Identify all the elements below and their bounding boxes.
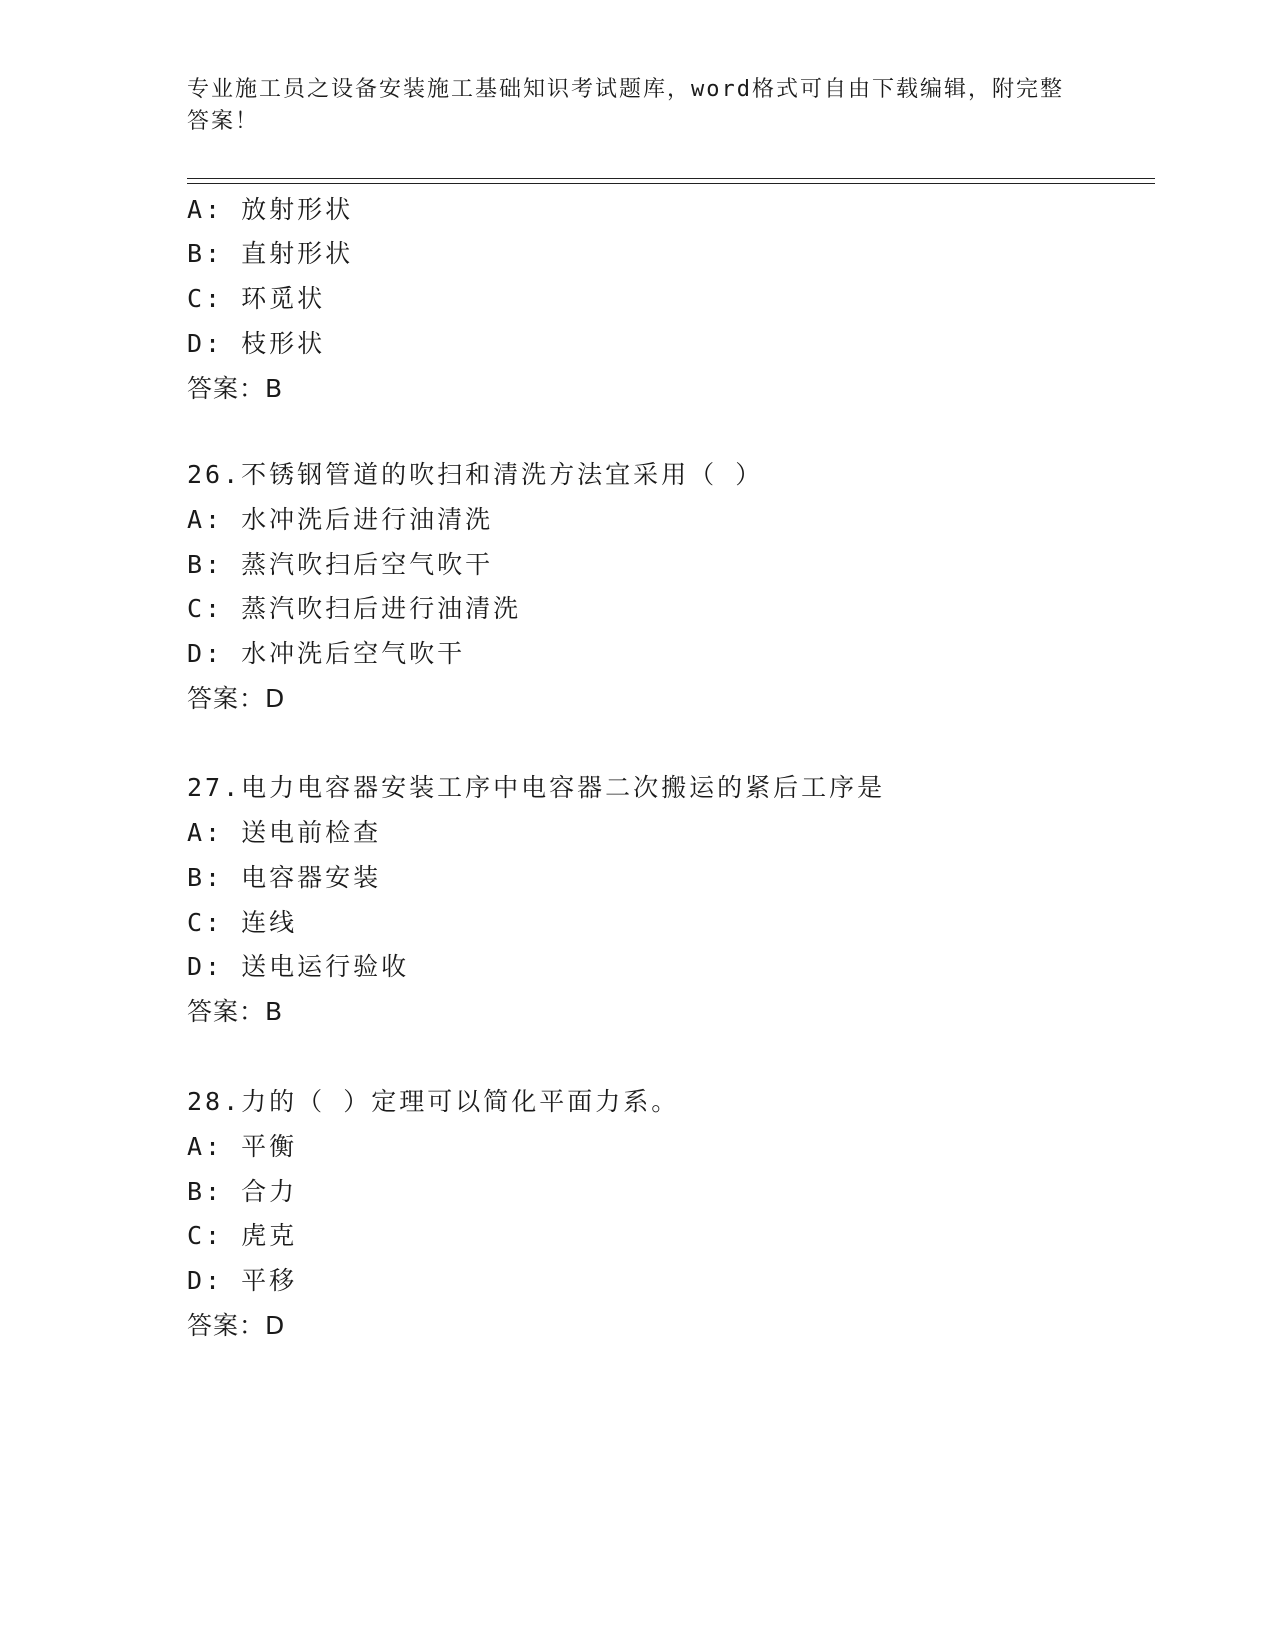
- document-header: 专业施工员之设备安装施工基础知识考试题库，word格式可自由下载编辑，附完整答案！: [187, 77, 1064, 134]
- question-26-stem: 26.不锈钢管道的吹扫和清洗方法宜采用（ ）: [187, 460, 764, 489]
- option-a: A: 放射形状: [187, 195, 354, 224]
- option-c: C: 虎克: [187, 1221, 298, 1250]
- header-divider-bottom: [187, 183, 1155, 184]
- option-b: B: 直射形状: [187, 239, 354, 268]
- option-c: C: 环觅状: [187, 284, 326, 313]
- question-28-stem: 28.力的（ ）定理可以简化平面力系。: [187, 1087, 680, 1116]
- option-b: B: 蒸汽吹扫后空气吹干: [187, 550, 494, 579]
- option-a: A: 水冲洗后进行油清洗: [187, 505, 494, 534]
- option-d: D: 送电运行验收: [187, 952, 410, 981]
- answer: 答案：B: [187, 997, 284, 1026]
- option-d: D: 枝形状: [187, 329, 326, 358]
- question-27-stem: 27.电力电容器安装工序中电容器二次搬运的紧后工序是: [187, 773, 886, 802]
- answer: 答案：B: [187, 374, 284, 403]
- option-b: B: 合力: [187, 1177, 298, 1206]
- header-divider-top: [187, 178, 1155, 179]
- answer: 答案：D: [187, 1311, 286, 1340]
- option-d: D: 水冲洗后空气吹干: [187, 639, 466, 668]
- answer: 答案：D: [187, 684, 286, 713]
- option-a: A: 平衡: [187, 1132, 298, 1161]
- option-c: C: 蒸汽吹扫后进行油清洗: [187, 594, 522, 623]
- option-b: B: 电容器安装: [187, 863, 382, 892]
- option-a: A: 送电前检查: [187, 818, 382, 847]
- option-d: D: 平移: [187, 1266, 298, 1295]
- option-c: C: 连线: [187, 908, 298, 937]
